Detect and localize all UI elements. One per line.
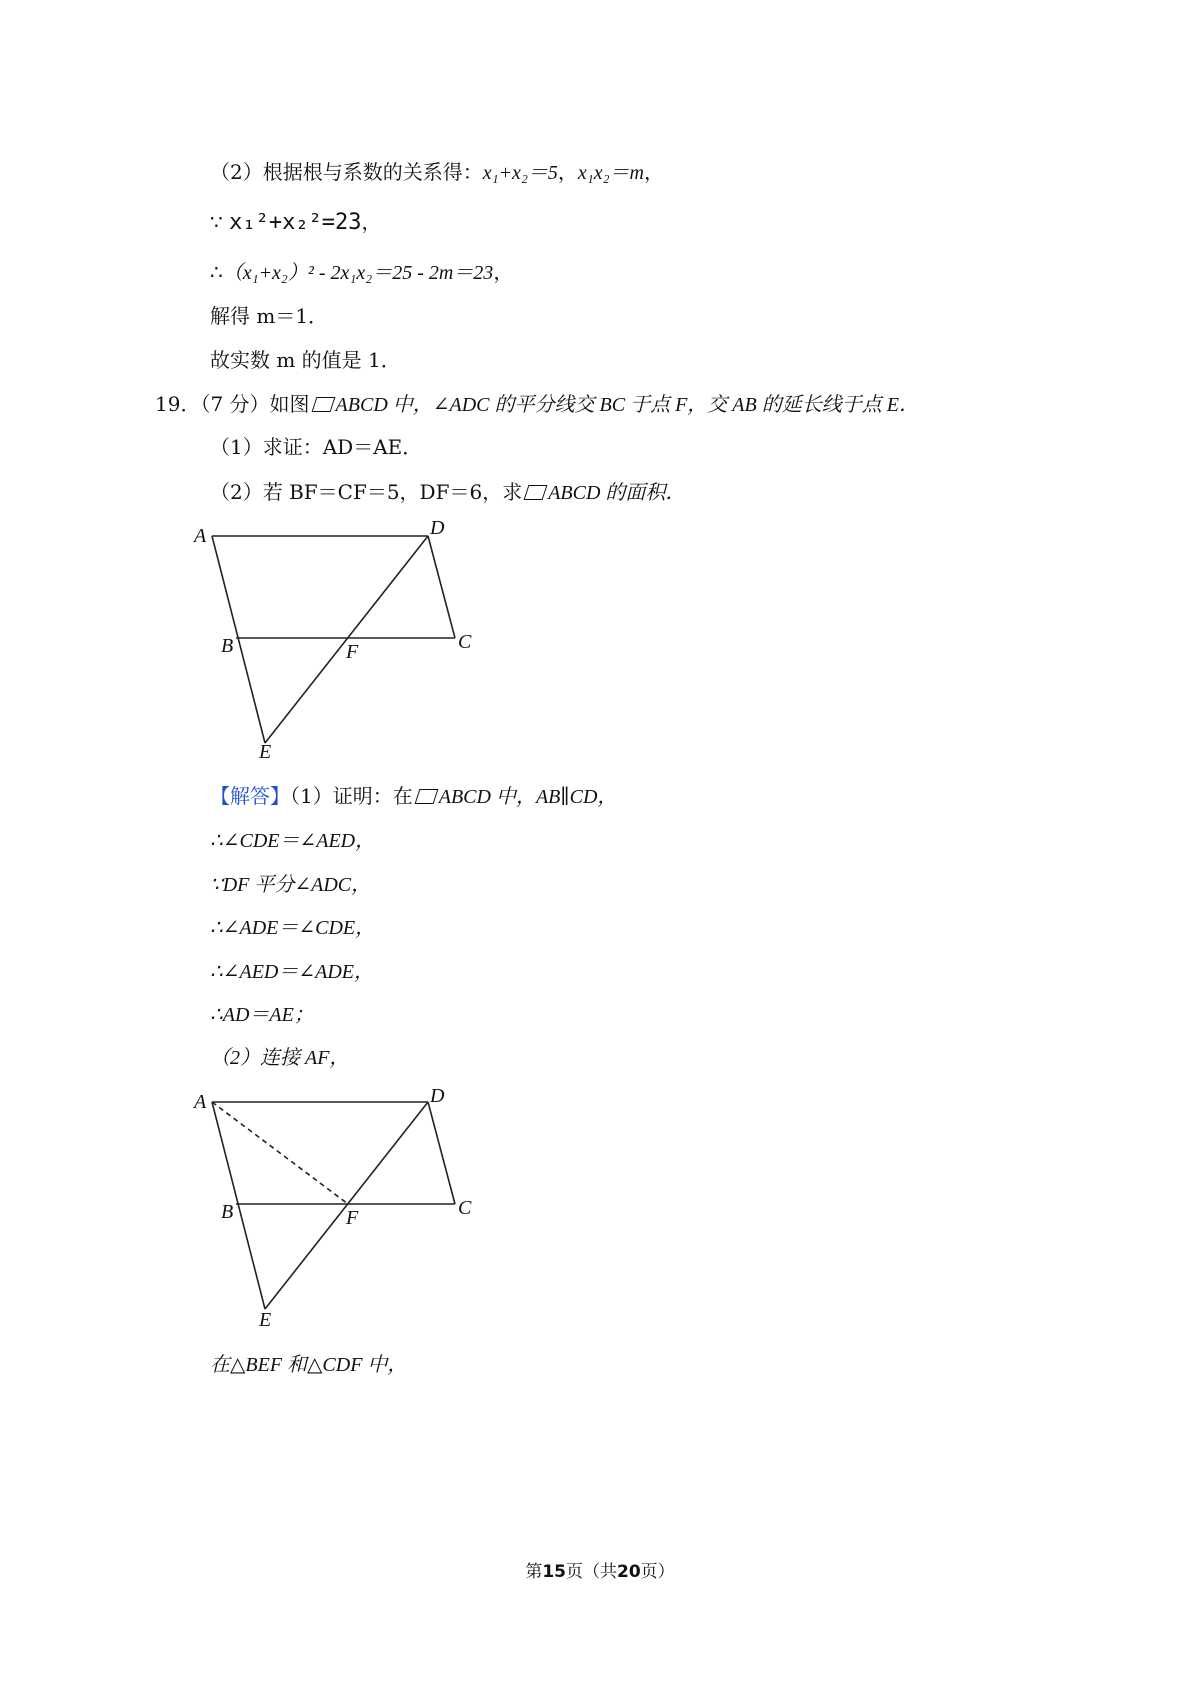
segment-de <box>265 1102 428 1309</box>
s5: ∴∠AED＝∠ADE， <box>210 961 374 983</box>
figure-2-svg <box>194 1085 520 1336</box>
s3: ∵DF 平分∠ADC， <box>210 874 372 896</box>
segment-dc <box>428 1102 455 1204</box>
label-a: A <box>194 525 207 547</box>
segment-ae <box>212 1102 265 1309</box>
label-e: E <box>259 1309 272 1331</box>
label-f: F <box>346 641 359 663</box>
label-e: E <box>259 741 272 763</box>
answer-line-7 <box>210 1043 349 1072</box>
line-solve: 解得 m＝1． <box>210 304 329 328</box>
answer-line-2 <box>210 826 375 855</box>
line-conclusion: 故实数 m 的值是 1． <box>210 348 401 372</box>
q2-a: （2）若 BF＝CF＝5，DF＝6，求 <box>210 480 523 504</box>
answer-line-6 <box>210 1000 314 1029</box>
stem-a: 如图 <box>269 392 310 416</box>
label-f: F <box>346 1207 359 1229</box>
answer-line-3 <box>210 870 371 899</box>
s7: （2）连接 AF， <box>210 1047 350 1069</box>
label-a: A <box>194 1091 207 1113</box>
figure-parallelogram-2 <box>194 1085 520 1336</box>
s1-b: ABCD 中，AB∥CD， <box>438 786 618 808</box>
parallelogram-icon <box>414 789 438 804</box>
s2: ∴∠CDE＝∠AED， <box>210 830 376 852</box>
footer-prefix: 第 <box>525 1562 543 1582</box>
segment-af-dashed <box>212 1102 348 1204</box>
answer-line-1 <box>210 782 617 811</box>
page-number: 15 <box>542 1562 566 1582</box>
page-footer <box>0 1560 1200 1584</box>
answer-line-5 <box>210 957 374 986</box>
s1-a: （1）证明：在 <box>290 784 413 808</box>
problem-score: （7 分） <box>200 392 270 416</box>
therefore-symbol: ∴ <box>210 260 223 284</box>
figure-1-svg <box>194 517 520 770</box>
parallelogram-icon <box>311 397 335 412</box>
label-c: C <box>458 631 472 653</box>
end: ， <box>493 260 514 284</box>
problem-number: 19． <box>155 392 201 416</box>
total-pages: 20 <box>617 1562 641 1582</box>
text: （2）根据根与系数的关系得： <box>210 160 483 184</box>
line-relation <box>210 158 664 187</box>
eq-sum: x₁+x₂＝5 <box>482 162 558 184</box>
s4: ∴∠ADE＝∠CDE， <box>210 917 376 939</box>
footer-mid: 页（共 <box>566 1562 617 1582</box>
s6: ∴AD＝AE； <box>210 1004 314 1026</box>
stem-b: ABCD 中，∠ADC 的平分线交 BC 于点 F，交 AB 的延长线于点 E． <box>335 394 919 416</box>
label-b: B <box>221 1201 234 1223</box>
sum-of-squares-expr: x₁²+x₂²=23 <box>229 210 362 235</box>
derivation-expr: （x₁+x₂）² - 2x₁x₂＝25 - 2m＝23 <box>222 262 494 284</box>
line-given <box>210 208 382 237</box>
label-c: C <box>458 1197 472 1219</box>
s8: 在△BEF 和△CDF 中， <box>210 1354 408 1376</box>
footer-suffix: 页） <box>640 1562 675 1582</box>
answer-line-4 <box>210 913 375 942</box>
label-b: B <box>221 635 234 657</box>
segment-dc <box>428 536 455 638</box>
end: ， <box>644 160 664 184</box>
label-d: D <box>430 517 445 539</box>
end: ， <box>361 210 382 234</box>
problem-19-stem <box>155 390 919 419</box>
parallelogram-icon <box>524 485 548 500</box>
segment-ae <box>212 536 265 743</box>
sep: ， <box>557 160 578 184</box>
segment-de <box>265 536 428 743</box>
eq-product: x₁x₂＝m <box>577 162 644 184</box>
problem-19-q2 <box>210 478 685 507</box>
because-symbol: ∵ <box>210 210 223 234</box>
answer-tag: 【解答】 <box>210 784 290 808</box>
figure-parallelogram-1 <box>194 517 520 770</box>
label-d: D <box>430 1085 445 1107</box>
problem-19-q1: （1）求证：AD＝AE． <box>210 435 423 459</box>
line-derivation <box>210 258 513 287</box>
q2-b: ABCD 的面积． <box>548 482 686 504</box>
answer-line-8 <box>210 1350 407 1379</box>
